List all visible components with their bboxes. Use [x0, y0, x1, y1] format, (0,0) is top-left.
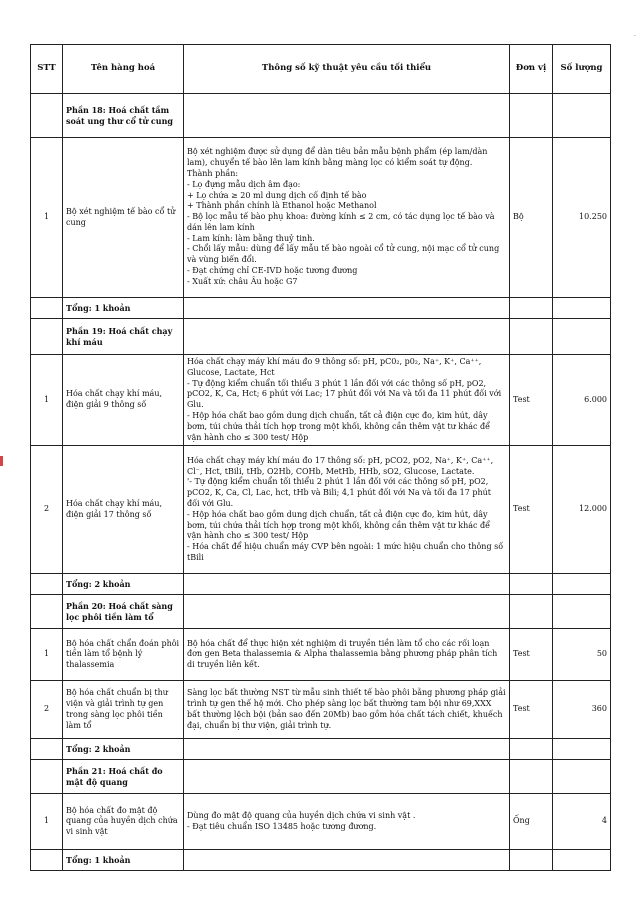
item-spec [184, 794, 510, 850]
item-spec [184, 629, 510, 681]
spec-line: + Thành phần chính là Ethanol hoặc Methanol [187, 201, 377, 211]
section-qty-cell [553, 319, 611, 355]
item-unit: Bộ [510, 138, 553, 298]
spec-line: Bộ hóa chất để thực hiện xét nghiệm di truyền tiền làm tổ cho các rối loạn đơn gen Beta thalassemia & Alpha thalassemia bằng phương pháp phân tích di truyền liên kết. [187, 638, 498, 670]
section-title: Phần 18: Hoá chất tầm soát ung thư cổ tử cung [63, 94, 184, 138]
section-row [31, 94, 611, 138]
total-spec-cell [184, 739, 510, 760]
header-stt: STT [31, 45, 63, 94]
total-unit-cell [510, 298, 553, 319]
margin-mark [0, 456, 3, 466]
section-title: Phần 20: Hoá chất sàng lọc phôi tiền làm tổ [63, 595, 184, 629]
item-row [31, 138, 611, 298]
spec-line: Sàng lọc bất thường NST từ mẫu sinh thiết tế bào phôi bằng phương pháp giải trình tự gen thế hệ mới. Cho phép sàng lọc bất thường tam bội như 69,XXX bất thường lệch bội (bản sao đến 20Mb) bao gồm hóa chất tách chiết, khuếch đại, chuẩn bị thư viện, giải trình tự. [187, 688, 506, 730]
spec-line: - Hộp hóa chất bao gồm dung dịch chuẩn, tất cả điện cực đo, kim hút, dây bơm, túi chứa thải tích hợp trong một khối, không cần thêm vật tư khác để vận hành cho ≤ 300 test/ Hộp [187, 509, 491, 541]
section-spec-cell [184, 595, 510, 629]
item-qty: 10.250 [553, 138, 611, 298]
table-header-row [31, 45, 611, 94]
total-row [31, 298, 611, 319]
total-qty-cell [553, 574, 611, 595]
total-stt-cell [31, 298, 63, 319]
section-row [31, 595, 611, 629]
spec-line: - Lọ đựng mẫu dịch âm đạo: [187, 179, 301, 189]
section-unit-cell [510, 319, 553, 355]
section-stt-cell [31, 94, 63, 138]
spec-line: Hóa chất chạy máy khí máu đo 17 thông số: pH, pCO2, pO2, Na⁺, K⁺, Ca⁺⁺, Cl⁻, Hct, tBili, tHb, O2Hb, COHb, MetHb, HHb, sO2, Glucose, Lactate. [187, 455, 494, 476]
section-total: Tổng: 2 khoản [63, 739, 184, 760]
item-name: Hóa chất chạy khí máu, điện giải 9 thông số [63, 355, 184, 446]
spec-line: Bộ xét nghiệm được sử dụng để dàn tiêu bản mẫu bệnh phẩm (ép lam/dàn lam), chuyển tế bào lên lam kính bằng màng lọc có kiểm soát tự động. [187, 147, 488, 168]
spec-line: - Xuất xứ: châu Âu hoặc G7 [187, 276, 298, 286]
item-qty: 50 [553, 629, 611, 681]
spec-line: - Đạt chứng chỉ CE-IVD hoặc tương đương [187, 266, 358, 276]
corner-mark: · [633, 32, 636, 40]
total-qty-cell [553, 850, 611, 871]
item-row [31, 629, 611, 681]
total-spec-cell [184, 298, 510, 319]
item-unit: Test [510, 681, 553, 739]
item-row [31, 794, 611, 850]
spec-line: + Lọ chứa ≥ 20 ml dung dịch cố định tế bào [187, 190, 367, 200]
item-stt: 2 [31, 681, 63, 739]
item-name: Bộ hóa chất đo mật độ quang của huyền dịch chứa vi sinh vật [63, 794, 184, 850]
item-row [31, 681, 611, 739]
total-stt-cell [31, 739, 63, 760]
spec-line: - Đạt tiêu chuẩn ISO 13485 hoặc tương đương. [187, 821, 377, 831]
header-spec: Thông số kỹ thuật yêu cầu tối thiểu [184, 45, 510, 94]
section-row [31, 760, 611, 794]
item-name: Bộ hóa chất chuẩn bị thư viện và giải trình tự gen trong sàng lọc phôi tiền làm tổ [63, 681, 184, 739]
header-name: Tên hàng hoá [63, 45, 184, 94]
section-qty-cell [553, 760, 611, 794]
item-unit: Test [510, 355, 553, 446]
table-body [31, 94, 611, 871]
item-row [31, 355, 611, 446]
section-unit-cell [510, 760, 553, 794]
total-stt-cell [31, 850, 63, 871]
spec-line: - Hóa chất để hiệu chuẩn máy CVP bên ngoài: 1 mức hiệu chuẩn cho thông số tBili [187, 542, 504, 563]
section-total: Tổng: 2 khoản [63, 574, 184, 595]
spec-line: '- Tự động kiểm chuẩn tối thiểu 2 phút 1 lần đối với các thông số pH, pO2, pCO2, K, Ca, Cl, Lac, hct, tHb và Bili; 4,1 phút đối với Na và tối đa 17 phút đối với Glu. [187, 477, 491, 509]
total-unit-cell [510, 574, 553, 595]
total-row [31, 739, 611, 760]
spec-line: - Chổi lấy mẫu: dùng để lấy mẫu tế bào ngoài cổ tử cung, nội mạc cổ tử cung và vùng biến đổi. [187, 244, 500, 265]
item-row [31, 446, 611, 574]
header-unit: Đơn vị [510, 45, 553, 94]
item-stt: 1 [31, 629, 63, 681]
spec-line: Hóa chất chạy máy khí máu đo 9 thông số: pH, pC0₂, p0₂, Na⁺, K⁺, Ca⁺⁺, Glucose, Lactate, Hct [187, 357, 482, 377]
total-spec-cell [184, 850, 510, 871]
item-stt: 2 [31, 446, 63, 574]
header-qty: Số lượng [553, 45, 611, 94]
total-unit-cell [510, 850, 553, 871]
item-qty: 12.000 [553, 446, 611, 574]
item-stt: 1 [31, 355, 63, 446]
section-total: Tổng: 1 khoản [63, 298, 184, 319]
item-name: Bộ xét nghiệm tế bào cổ tử cung [63, 138, 184, 298]
section-title: Phần 21: Hoá chất đo mật độ quang [63, 760, 184, 794]
item-name: Hóa chất chạy khí máu, điện giải 17 thông số [63, 446, 184, 574]
item-qty: 6.000 [553, 355, 611, 446]
section-stt-cell [31, 595, 63, 629]
total-qty-cell [553, 739, 611, 760]
spec-line: Dùng đo mật độ quang của huyền dịch chứa vi sinh vật . [187, 811, 416, 821]
total-qty-cell [553, 298, 611, 319]
spec-line: Thành phần: [187, 168, 239, 178]
item-spec [184, 355, 510, 446]
item-qty: 4 [553, 794, 611, 850]
section-unit-cell [510, 94, 553, 138]
total-stt-cell [31, 574, 63, 595]
section-qty-cell [553, 595, 611, 629]
total-spec-cell [184, 574, 510, 595]
procurement-table [30, 44, 611, 871]
spec-line: - Bộ lọc mẫu tế bào phụ khoa: đường kính ≤ 2 cm, có tác dụng lọc tế bào và dán lên lam kính [187, 212, 495, 232]
section-stt-cell [31, 760, 63, 794]
item-unit: Test [510, 629, 553, 681]
section-row [31, 319, 611, 355]
section-spec-cell [184, 760, 510, 794]
item-unit: Test [510, 446, 553, 574]
item-spec [184, 681, 510, 739]
total-row [31, 574, 611, 595]
total-unit-cell [510, 739, 553, 760]
section-stt-cell [31, 319, 63, 355]
spec-line: - Lam kính: làm bằng thuỷ tinh. [187, 233, 315, 243]
section-spec-cell [184, 319, 510, 355]
section-unit-cell [510, 595, 553, 629]
item-name: Bộ hóa chất chẩn đoán phôi tiền làm tổ bệnh lý thalassemia [63, 629, 184, 681]
item-unit: Ống [510, 794, 553, 850]
section-spec-cell [184, 94, 510, 138]
spec-line: - Hộp hóa chất bao gồm dung dịch chuẩn, tất cả điện cực đo, kim hút, dây bơm, túi chứa thải tích hợp trong một khối, không cần thêm vật tư khác để vận hành cho ≤ 300 test/ Hộp [187, 410, 491, 442]
item-stt: 1 [31, 138, 63, 298]
section-total: Tổng: 1 khoản [63, 850, 184, 871]
section-qty-cell [553, 94, 611, 138]
item-stt: 1 [31, 794, 63, 850]
total-row [31, 850, 611, 871]
item-qty: 360 [553, 681, 611, 739]
spec-line: - Tự động kiểm chuẩn tối thiểu 3 phút 1 lần đối với các thông số pH, pO2, pCO2, K, Ca, Hct; 6 phút với Lac; 17 phút đối với Na và tối đa 11 phút đối với Glu. [187, 378, 502, 410]
item-spec [184, 138, 510, 298]
section-title: Phần 19: Hoá chất chạy khí máu [63, 319, 184, 355]
item-spec [184, 446, 510, 574]
